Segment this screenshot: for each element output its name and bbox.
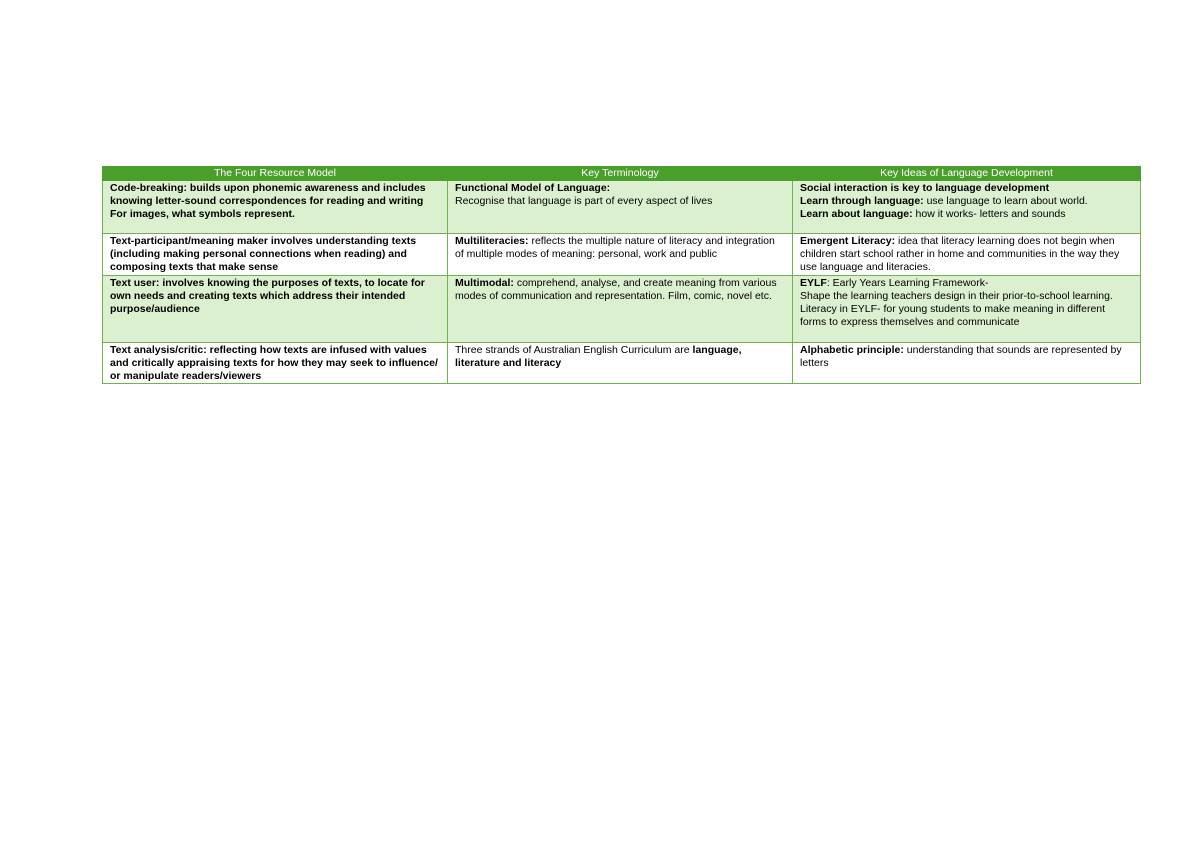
term-description: Recognise that language is part of every aspect of lives	[455, 195, 713, 208]
table-cell	[793, 181, 1141, 234]
table-cell	[793, 342, 1141, 384]
cell-text: For images, what symbols represent.	[110, 208, 295, 221]
term-label: Alphabetic principle:	[800, 343, 904, 356]
idea-line	[800, 208, 1133, 221]
term-description: comprehend, analyse, and create meaning from various modes of communication and representation. Film, comic, novel etc.	[455, 276, 777, 302]
four-resource-model-table	[102, 166, 1141, 384]
table-row	[103, 275, 1141, 342]
term-description: idea that literacy learning does not begin when children start school rather in home and communities in the way they use language and literacies.	[800, 235, 1120, 274]
header-row	[103, 167, 1141, 181]
table-cell	[448, 234, 793, 276]
table-row	[103, 342, 1141, 384]
term-label: Learn about language:	[800, 208, 913, 221]
term-label: Emergent Literacy:	[800, 235, 896, 247]
cell-text: Text user: involves knowing the purposes of texts, to locate for own needs and creating texts which address their intended purpose/audience	[110, 276, 425, 316]
table-cell	[103, 342, 448, 384]
idea-line	[800, 195, 1133, 208]
term-label: EYLF	[800, 276, 827, 289]
table-cell	[448, 342, 793, 384]
idea-line: Literacy in EYLF- for young students to make meaning in different forms to express themselves and communicate	[800, 303, 1106, 329]
term-label: Multiliteracies:	[455, 235, 529, 247]
header-key-terminology: Key Terminology	[448, 167, 793, 181]
header-four-resource-model: The Four Resource Model	[103, 167, 448, 181]
table-cell	[793, 275, 1141, 342]
term-label: Learn through language:	[800, 195, 924, 208]
table-row	[103, 234, 1141, 276]
term-description: reflects the multiple nature of literacy and integration of multiple modes of meaning: personal, work and public	[455, 235, 775, 261]
header-key-ideas: Key Ideas of Language Development	[793, 167, 1141, 181]
term-description: understanding that sounds are represented by letters	[800, 343, 1122, 369]
table-cell	[793, 234, 1141, 276]
table-cell	[103, 181, 448, 234]
idea-line	[800, 277, 1133, 290]
cell-text-bold: language, literature and literacy	[455, 343, 742, 369]
table-cell	[448, 275, 793, 342]
term-description: how it works- letters and sounds	[912, 208, 1066, 221]
cell-text: Text-participant/meaning maker involves understanding texts (including making personal connections when reading) and composing texts that make sense	[110, 235, 417, 274]
term-description: : Early Years Learning Framework-	[826, 276, 989, 289]
term-label: Functional Model of Language:	[455, 182, 611, 194]
table-row	[103, 181, 1141, 234]
table-cell	[448, 181, 793, 234]
idea-line: Shape the learning teachers design in their prior-to-school learning.	[800, 289, 1113, 302]
term-label: Multimodal:	[455, 276, 514, 289]
idea-heading: Social interaction is key to language development	[800, 182, 1050, 194]
table-cell	[103, 275, 448, 342]
table-cell	[103, 234, 448, 276]
cell-text: Three strands of Australian English Curriculum are	[455, 343, 693, 356]
term-description: use language to learn about world.	[923, 195, 1088, 208]
cell-text: Code-breaking: builds upon phonemic awareness and includes knowing letter-sound correspondences for reading and writing	[110, 182, 426, 208]
cell-text: Text analysis/critic: reflecting how texts are infused with values and critically appraising texts for how they may seek to influence/ or manipulate readers/viewers	[110, 343, 438, 383]
